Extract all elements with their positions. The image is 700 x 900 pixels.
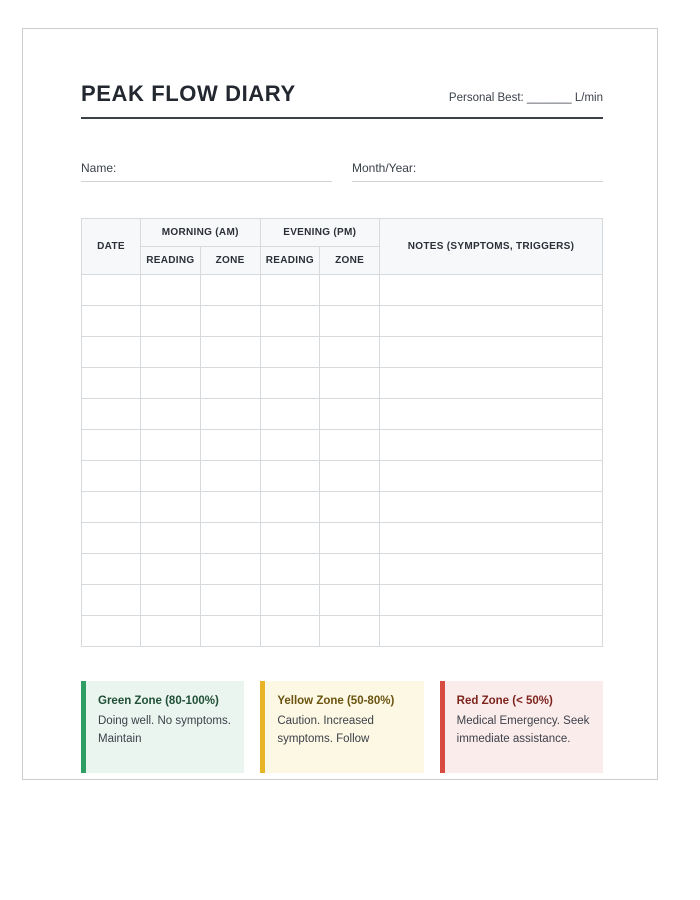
cell-am-zone[interactable] [200, 275, 260, 306]
printable-page [22, 28, 658, 780]
cell-pm-reading[interactable] [260, 368, 320, 399]
cell-notes[interactable] [380, 368, 603, 399]
cell-am-zone[interactable] [200, 430, 260, 461]
cell-date[interactable] [82, 430, 141, 461]
cell-am-reading[interactable] [141, 275, 201, 306]
cell-am-reading[interactable] [141, 399, 201, 430]
cell-date[interactable] [82, 337, 141, 368]
table-row [82, 275, 603, 306]
table-head [82, 219, 603, 275]
table-header-row-1 [82, 219, 603, 247]
cell-date[interactable] [82, 306, 141, 337]
column-header-morning: MORNING (AM) [141, 219, 261, 247]
cell-date[interactable] [82, 554, 141, 585]
cell-am-zone[interactable] [200, 461, 260, 492]
cell-notes[interactable] [380, 306, 603, 337]
column-header-notes: NOTES (SYMPTOMS, TRIGGERS) [380, 219, 603, 275]
table-row [82, 337, 603, 368]
column-header-am-zone: ZONE [200, 247, 260, 275]
cell-pm-reading[interactable] [260, 492, 320, 523]
zone-green-title: Green Zone (80-100%) [98, 695, 219, 707]
cell-pm-reading[interactable] [260, 585, 320, 616]
cell-date[interactable] [82, 585, 141, 616]
cell-am-zone[interactable] [200, 368, 260, 399]
table-body [82, 275, 603, 647]
cell-pm-zone[interactable] [320, 461, 380, 492]
document-header [81, 81, 603, 117]
cell-pm-zone[interactable] [320, 430, 380, 461]
cell-pm-zone[interactable] [320, 306, 380, 337]
cell-am-reading[interactable] [141, 306, 201, 337]
column-header-date: DATE [82, 219, 141, 275]
name-field[interactable] [81, 161, 332, 182]
cell-date[interactable] [82, 399, 141, 430]
cell-am-reading[interactable] [141, 616, 201, 647]
cell-date[interactable] [82, 461, 141, 492]
cell-notes[interactable] [380, 337, 603, 368]
table-row [82, 461, 603, 492]
cell-am-zone[interactable] [200, 554, 260, 585]
cell-am-zone[interactable] [200, 306, 260, 337]
cell-am-zone[interactable] [200, 523, 260, 554]
cell-date[interactable] [82, 523, 141, 554]
cell-am-reading[interactable] [141, 368, 201, 399]
column-header-pm-zone: ZONE [320, 247, 380, 275]
cell-pm-zone[interactable] [320, 399, 380, 430]
cell-am-zone[interactable] [200, 337, 260, 368]
cell-am-zone[interactable] [200, 399, 260, 430]
cell-am-zone[interactable] [200, 585, 260, 616]
cell-pm-reading[interactable] [260, 306, 320, 337]
cell-notes[interactable] [380, 275, 603, 306]
cell-notes[interactable] [380, 554, 603, 585]
cell-pm-zone[interactable] [320, 616, 380, 647]
cell-am-reading[interactable] [141, 337, 201, 368]
zone-red-title: Red Zone (< 50%) [456, 695, 553, 707]
cell-pm-reading[interactable] [260, 399, 320, 430]
table-row [82, 616, 603, 647]
header-divider [81, 117, 603, 119]
cell-pm-reading[interactable] [260, 554, 320, 585]
cell-notes[interactable] [380, 523, 603, 554]
column-header-pm-reading: READING [260, 247, 320, 275]
cell-notes[interactable] [380, 399, 603, 430]
page-content [81, 81, 603, 773]
cell-pm-reading[interactable] [260, 430, 320, 461]
cell-am-reading[interactable] [141, 523, 201, 554]
cell-pm-zone[interactable] [320, 554, 380, 585]
zone-legend [81, 681, 603, 773]
cell-am-reading[interactable] [141, 585, 201, 616]
cell-notes[interactable] [380, 430, 603, 461]
month-year-field[interactable] [352, 161, 603, 182]
zone-card-yellow [260, 681, 423, 773]
peak-flow-table [81, 218, 603, 647]
zone-card-red [440, 681, 603, 773]
table-row [82, 399, 603, 430]
cell-pm-zone[interactable] [320, 585, 380, 616]
identity-fields [81, 161, 603, 182]
column-header-am-reading: READING [141, 247, 201, 275]
zone-card-green [81, 681, 244, 773]
cell-pm-zone[interactable] [320, 275, 380, 306]
cell-am-zone[interactable] [200, 616, 260, 647]
cell-notes[interactable] [380, 461, 603, 492]
month-year-field-label: Month/Year: [352, 161, 417, 175]
cell-pm-zone[interactable] [320, 523, 380, 554]
cell-notes[interactable] [380, 492, 603, 523]
cell-pm-zone[interactable] [320, 492, 380, 523]
cell-pm-reading[interactable] [260, 275, 320, 306]
cell-notes[interactable] [380, 616, 603, 647]
cell-notes[interactable] [380, 585, 603, 616]
column-header-evening: EVENING (PM) [260, 219, 380, 247]
cell-date[interactable] [82, 368, 141, 399]
cell-date[interactable] [82, 275, 141, 306]
cell-pm-zone[interactable] [320, 368, 380, 399]
cell-pm-reading[interactable] [260, 337, 320, 368]
zone-yellow-title: Yellow Zone (50-80%) [277, 695, 395, 707]
page-title: PEAK FLOW DIARY [81, 81, 296, 106]
cell-am-reading[interactable] [141, 492, 201, 523]
table-row [82, 523, 603, 554]
cell-am-zone[interactable] [200, 492, 260, 523]
name-field-label: Name: [81, 161, 117, 175]
zone-yellow-description: Caution. Increased symptoms. Follow [277, 714, 374, 745]
table-row [82, 585, 603, 616]
cell-pm-reading[interactable] [260, 523, 320, 554]
cell-date[interactable] [82, 492, 141, 523]
cell-am-reading[interactable] [141, 554, 201, 585]
table-row [82, 306, 603, 337]
cell-pm-zone[interactable] [320, 337, 380, 368]
zone-green-description: Doing well. No symptoms. Maintain [98, 714, 231, 745]
table-row [82, 492, 603, 523]
table-row [82, 554, 603, 585]
cell-am-reading[interactable] [141, 461, 201, 492]
cell-date[interactable] [82, 616, 141, 647]
cell-am-reading[interactable] [141, 430, 201, 461]
table-row [82, 430, 603, 461]
zone-red-description: Medical Emergency. Seek immediate assistance. [456, 714, 590, 745]
table-row [82, 368, 603, 399]
cell-pm-reading[interactable] [260, 461, 320, 492]
personal-best-field[interactable]: Personal Best: _______ L/min [448, 92, 603, 104]
cell-pm-reading[interactable] [260, 616, 320, 647]
